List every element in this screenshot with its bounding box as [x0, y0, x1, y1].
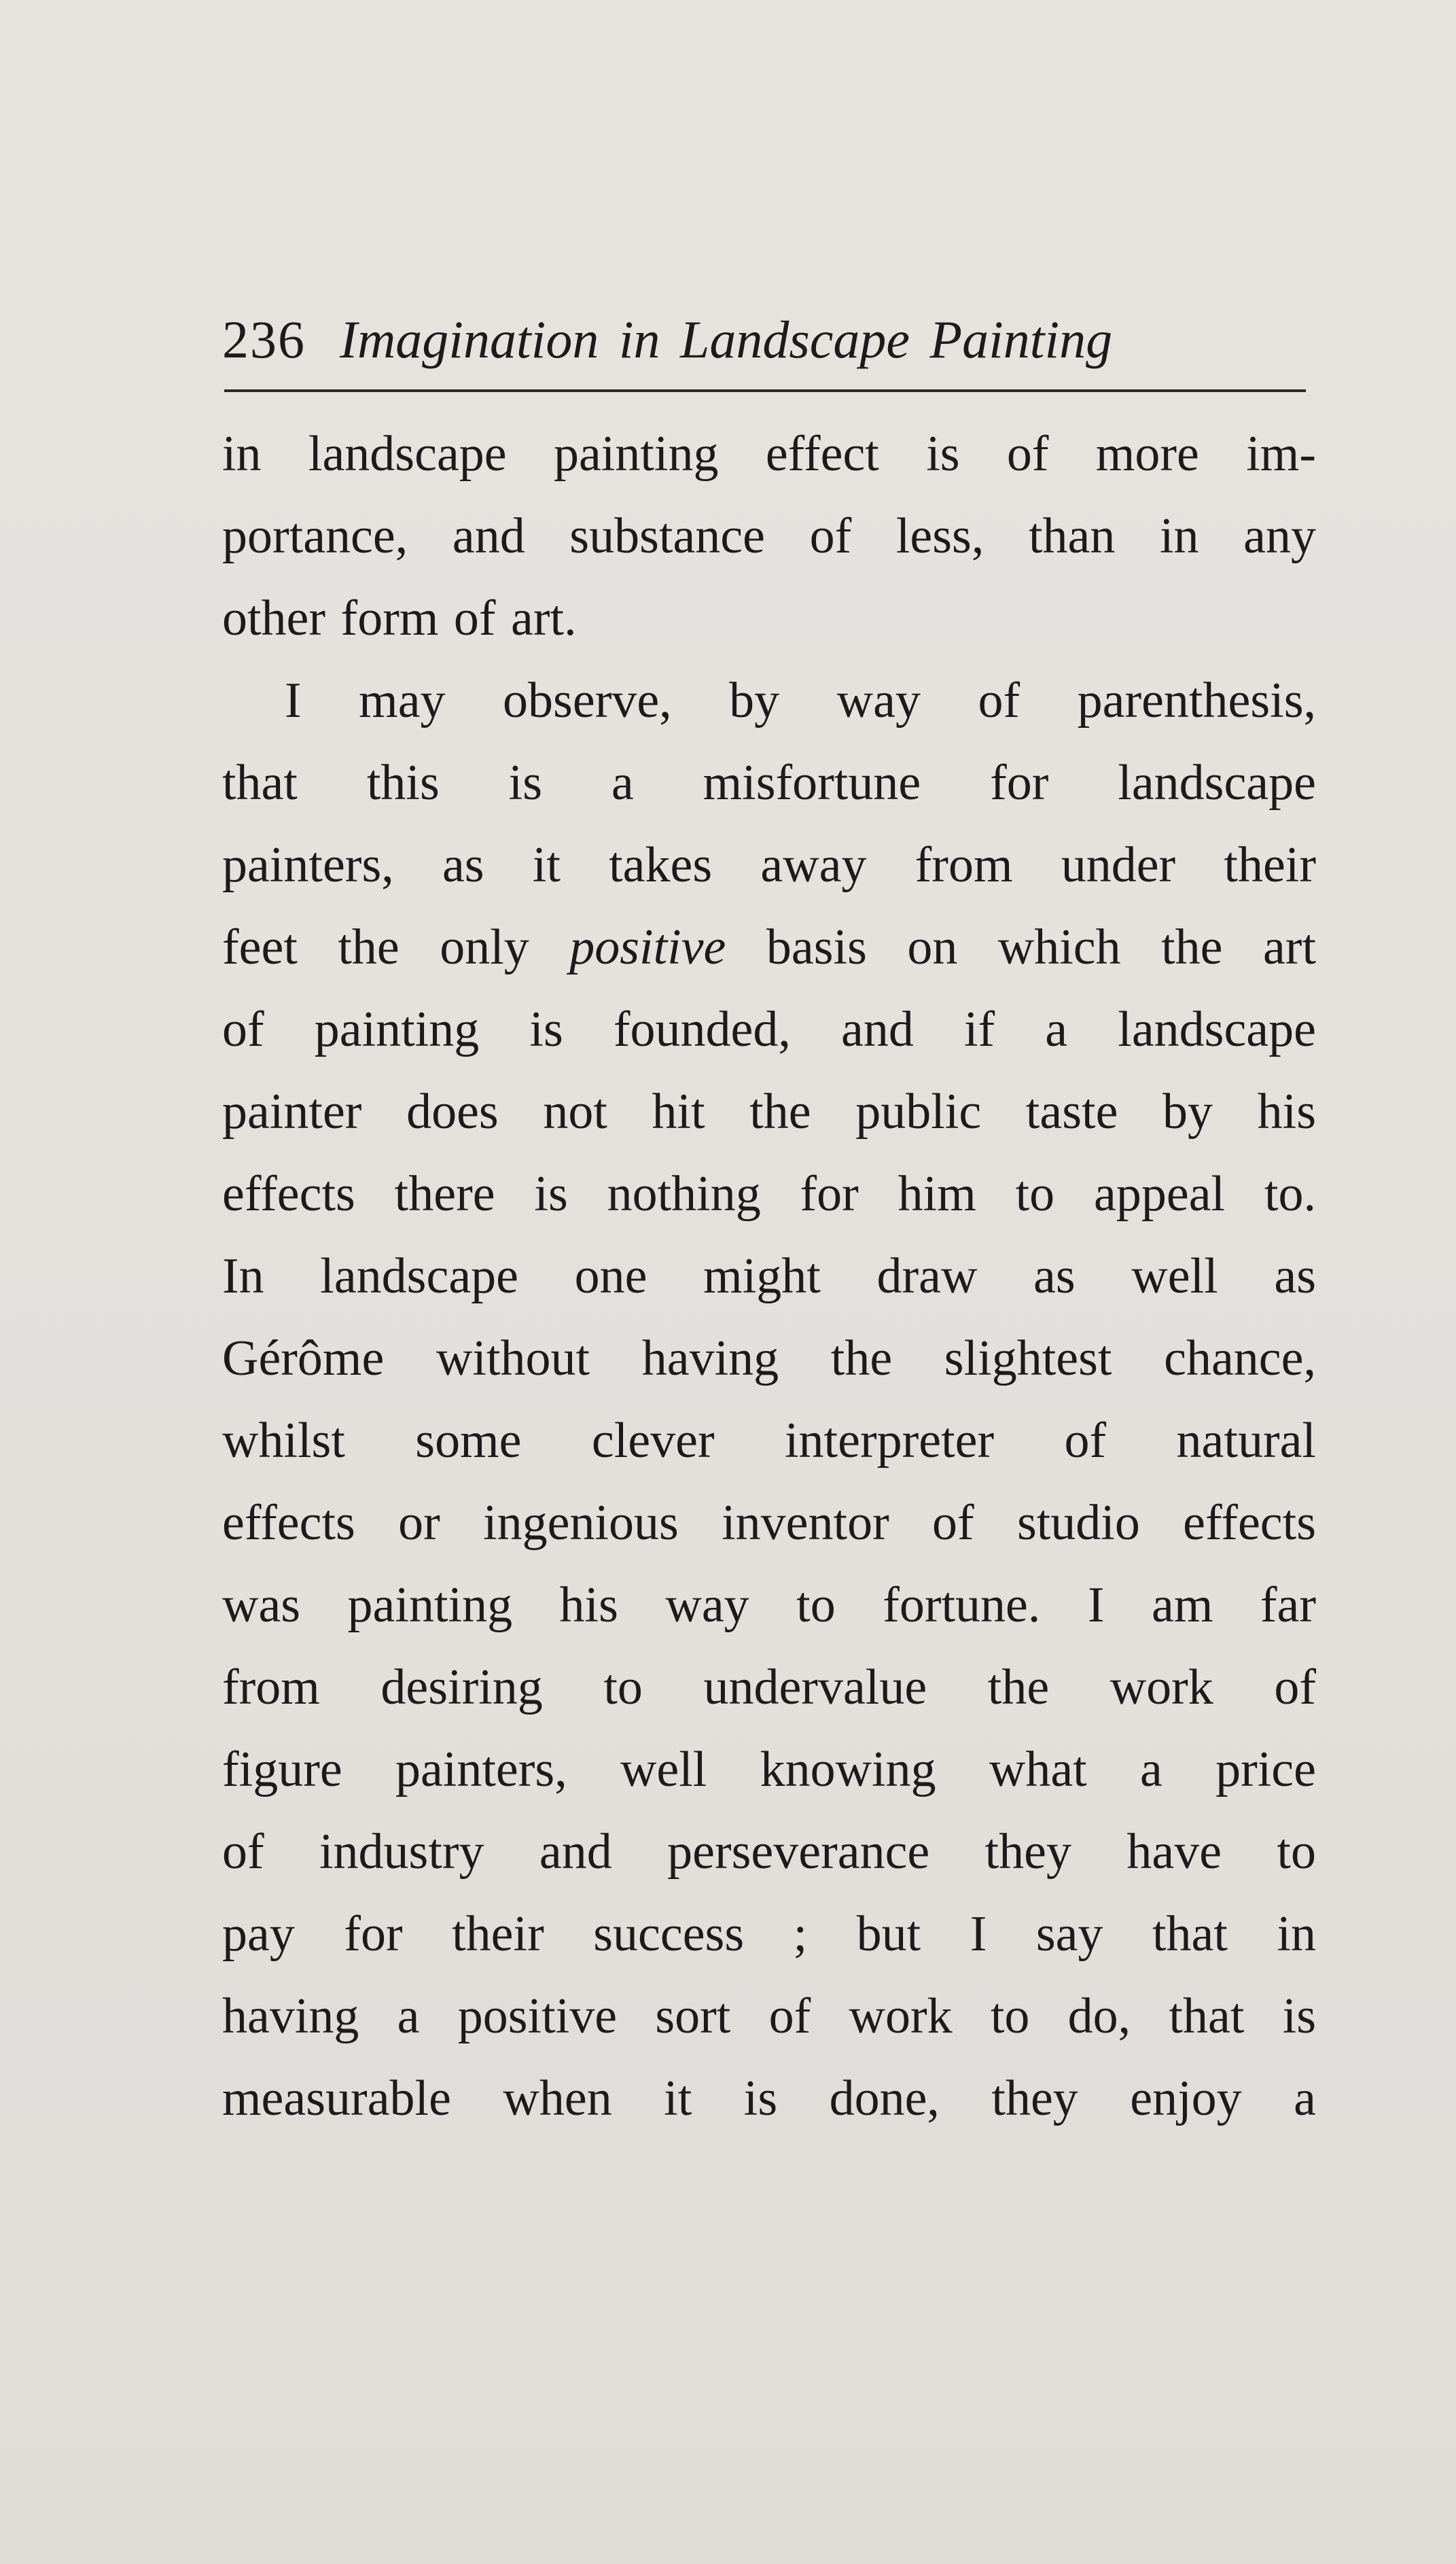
- text-line: effects there is nothing for him to appeal to.: [222, 1166, 1316, 1222]
- running-head: [222, 299, 1309, 381]
- page-number: 236: [222, 310, 306, 369]
- header-rule: [224, 389, 1306, 392]
- text-line: figure painters, well knowing what a price: [222, 1742, 1316, 1797]
- text-line: that this is a misfortune for landscape: [222, 755, 1316, 811]
- text-line: other form of art.: [222, 591, 577, 646]
- text-fragment: feet the only: [222, 919, 570, 975]
- text-line: whilst some clever interpreter of natural: [222, 1413, 1316, 1469]
- text-line: measurable when it is done, they enjoy a: [222, 2071, 1316, 2126]
- text-line-with-emphasis: [222, 907, 1316, 989]
- text-line: Gérôme without having the slightest chance,: [222, 1331, 1316, 1386]
- emphasized-word: positive: [569, 919, 726, 975]
- text-line: in landscape painting effect is of more im-: [222, 426, 1316, 482]
- text-line: having a positive sort of work to do, that is: [222, 1988, 1316, 2044]
- text-line: effects or ingenious inventor of studio effects: [222, 1495, 1316, 1551]
- text-line: painters, as it takes away from under their: [222, 837, 1316, 893]
- text-line: In landscape one might draw as well as: [222, 1248, 1316, 1304]
- text-line: pay for their success ; but I say that in: [222, 1906, 1316, 1962]
- text-line: was painting his way to fortune. I am far: [222, 1577, 1316, 1633]
- text-fragment: basis on which the art: [726, 919, 1316, 975]
- text-line: of industry and perseverance they have to: [222, 1824, 1316, 1880]
- text-line: portance, and substance of less, than in any: [222, 508, 1316, 564]
- running-title: Imagination in Landscape Painting: [340, 310, 1113, 369]
- text-line: of painting is founded, and if a landscape: [222, 1002, 1316, 1057]
- text-line: from desiring to undervalue the work of: [222, 1659, 1316, 1715]
- body-text: [222, 413, 1316, 2140]
- text-line: painter does not hit the public taste by his: [222, 1084, 1316, 1140]
- paragraph-first-line: I may observe, by way of parenthesis,: [285, 673, 1316, 728]
